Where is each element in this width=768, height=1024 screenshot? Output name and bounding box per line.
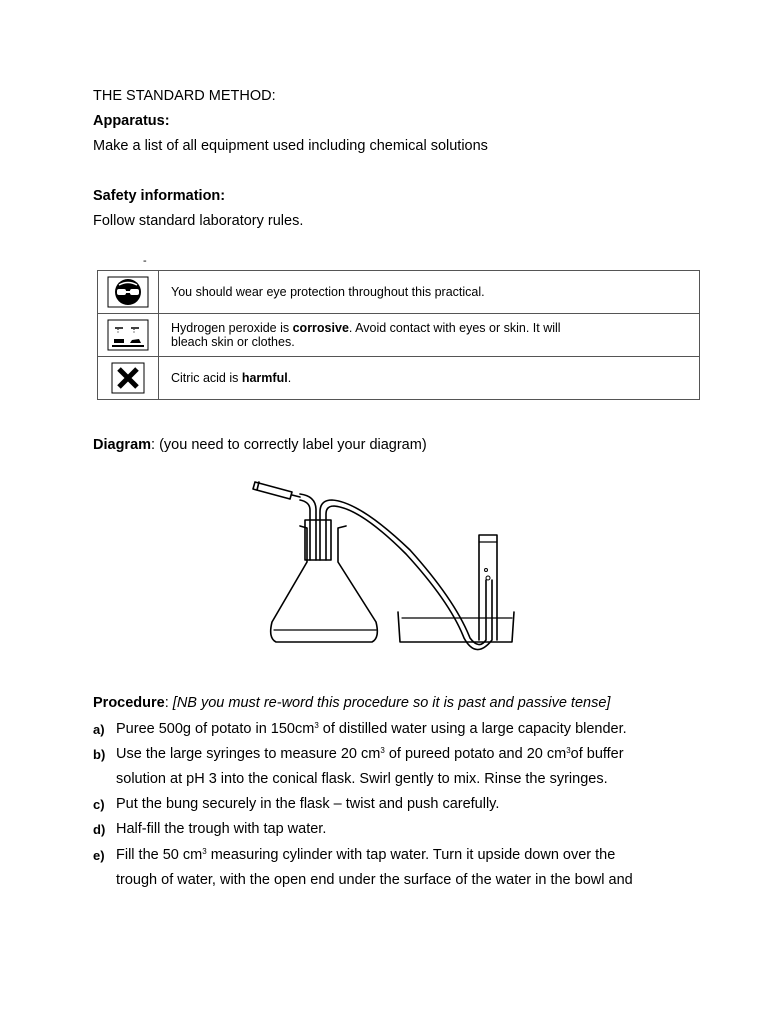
step-letter: b)	[93, 747, 106, 762]
procedure-step-b-cont: solution at pH 3 into the conical flask. Swirl gently to mix. Rinse the syringes.	[116, 771, 608, 787]
stray-dash: -	[143, 255, 147, 267]
corrosive-hazard-icon	[107, 319, 149, 351]
page-heading: THE STANDARD METHOD:	[93, 88, 276, 104]
bung	[305, 520, 331, 560]
conical-flask	[271, 526, 378, 642]
safety-corrosive-text: Hydrogen peroxide is corrosive. Avoid contact with eyes or skin. It will	[171, 321, 561, 335]
procedure-step-a: Puree 500g of potato in $150cm^3$ of distilled water using a large capacity blender.	[116, 721, 627, 737]
procedure-step-c: Put the bung securely in the flask – twist and push carefully.	[116, 796, 500, 812]
safety-heading: Safety information:	[93, 188, 226, 204]
apparatus-diagram	[250, 470, 540, 660]
apparatus-text: Make a list of all equipment used including chemical solutions	[93, 138, 488, 154]
safety-text: Follow standard laboratory rules.	[93, 213, 304, 229]
step-letter: c)	[93, 797, 105, 812]
procedure-heading: Procedure: [NB you must re-word this procedure so it is past and passive tense]	[93, 695, 611, 711]
procedure-step-d: Half-fill the trough with tap water.	[116, 821, 327, 837]
procedure-step-e: Fill the 50 $cm^3$ measuring cylinder with tap water. Turn it upside down over the	[116, 847, 616, 863]
safety-row-corrosive: Hydrogen peroxide is corrosive. Avoid contact with eyes or skin. It will bleach skin or clothes.	[98, 314, 700, 357]
harmful-hazard-icon	[107, 362, 149, 394]
procedure-step-e-cont: trough of water, with the open end under the surface of the water in the bowl and	[116, 872, 633, 888]
safety-table	[97, 270, 700, 400]
measuring-cylinder	[479, 535, 497, 640]
eye-protection-icon	[107, 276, 149, 308]
step-letter: e)	[93, 848, 105, 863]
apparatus-heading: Apparatus:	[93, 113, 170, 129]
harmful-keyword: harmful	[241, 371, 288, 385]
step-letter: d)	[93, 822, 106, 837]
corrosive-keyword: corrosive	[292, 321, 349, 335]
diagram-heading: Diagram: (you need to correctly label your diagram)	[93, 437, 427, 453]
safety-row-eye	[98, 271, 700, 314]
procedure-step-b: Use the large syringes to measure 20 $cm^3$ of pureed potato and 20 $cm^3of$ buffer	[116, 746, 624, 762]
safety-harmful-text: Citric acid is harmful.	[159, 357, 700, 400]
safety-row-harmful	[98, 357, 700, 400]
step-letter: a)	[93, 722, 105, 737]
safety-eye-text: You should wear eye protection throughout this practical.	[159, 271, 700, 314]
